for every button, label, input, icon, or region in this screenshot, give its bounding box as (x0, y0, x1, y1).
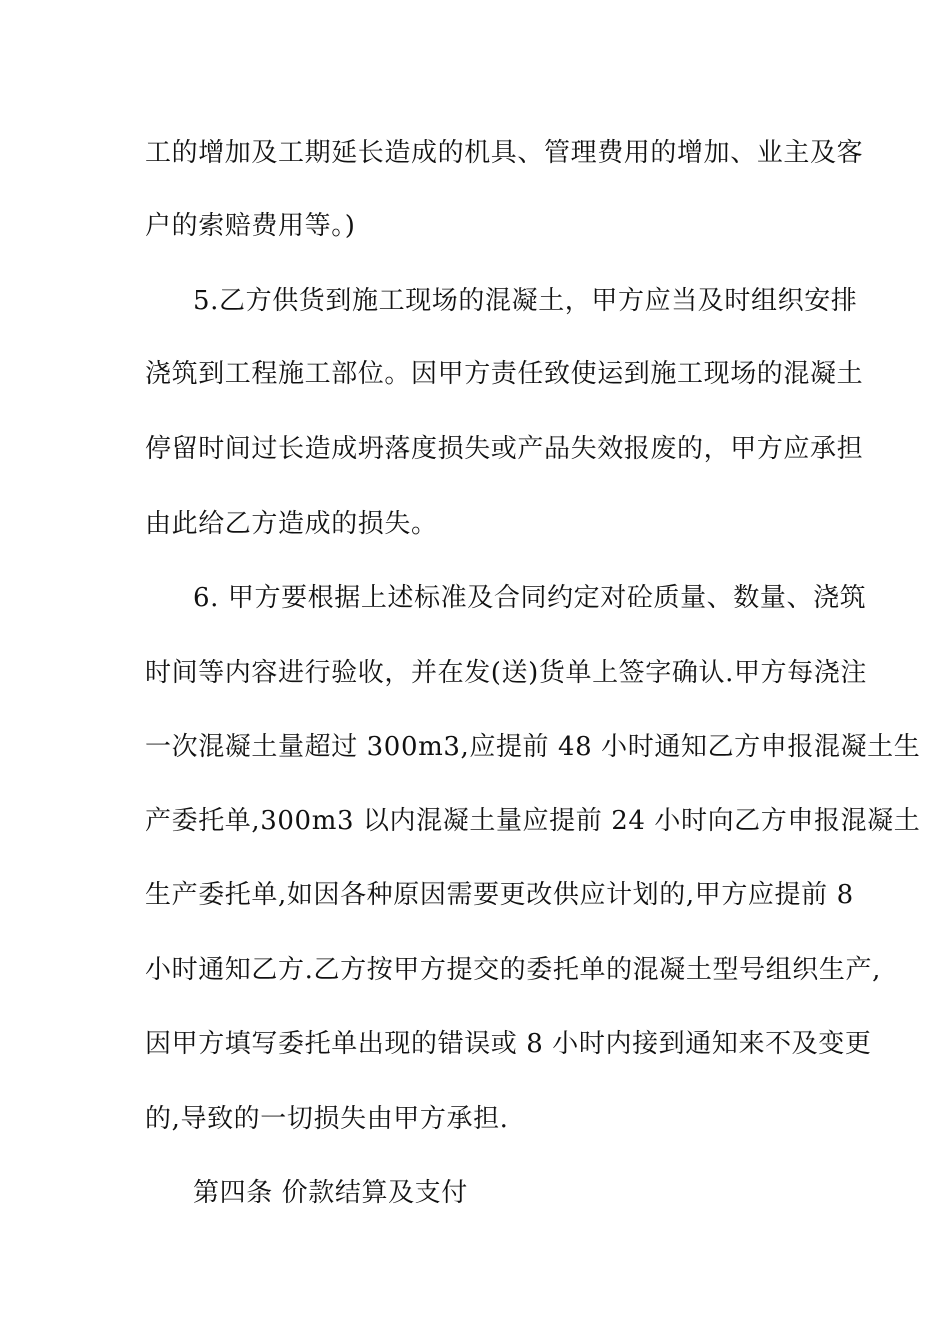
section-heading: 第四条 价款结算及支付 (193, 1178, 468, 1208)
paragraph-line: 6. 甲方要根据上述标准及合同约定对砼质量、数量、浇筑 (193, 583, 867, 613)
paragraph-line: 工的增加及工期延长造成的机具、管理费用的增加、业主及客 (145, 138, 864, 168)
paragraph-line: 一次混凝土量超过 300m3,应提前 48 小时通知乙方申报混凝土生 (145, 732, 921, 762)
paragraph-line: 5.乙方供货到施工现场的混凝土，甲方应当及时组织安排 (193, 286, 858, 316)
paragraph-line: 小时通知乙方.乙方按甲方提交的委托单的混凝土型号组织生产, (145, 955, 881, 985)
paragraph-line: 生产委托单,如因各种原因需要更改供应计划的,甲方应提前 8 (145, 880, 854, 910)
paragraph-line: 浇筑到工程施工部位。因甲方责任致使运到施工现场的混凝土 (145, 359, 864, 389)
paragraph-line: 由此给乙方造成的损失。 (145, 509, 438, 539)
paragraph-line: 时间等内容进行验收，并在发(送)货单上签字确认.甲方每浇注 (145, 658, 867, 688)
paragraph-line: 因甲方填写委托单出现的错误或 8 小时内接到通知来不及变更 (145, 1029, 872, 1059)
paragraph-line: 的,导致的一切损失由甲方承担. (145, 1104, 509, 1134)
paragraph-line: 户的索赔费用等。) (145, 211, 356, 241)
paragraph-line: 停留时间过长造成坍落度损失或产品失效报废的，甲方应承担 (145, 434, 864, 464)
paragraph-line: 产委托单,300m3 以内混凝土量应提前 24 小时向乙方申报混凝土 (145, 806, 921, 836)
